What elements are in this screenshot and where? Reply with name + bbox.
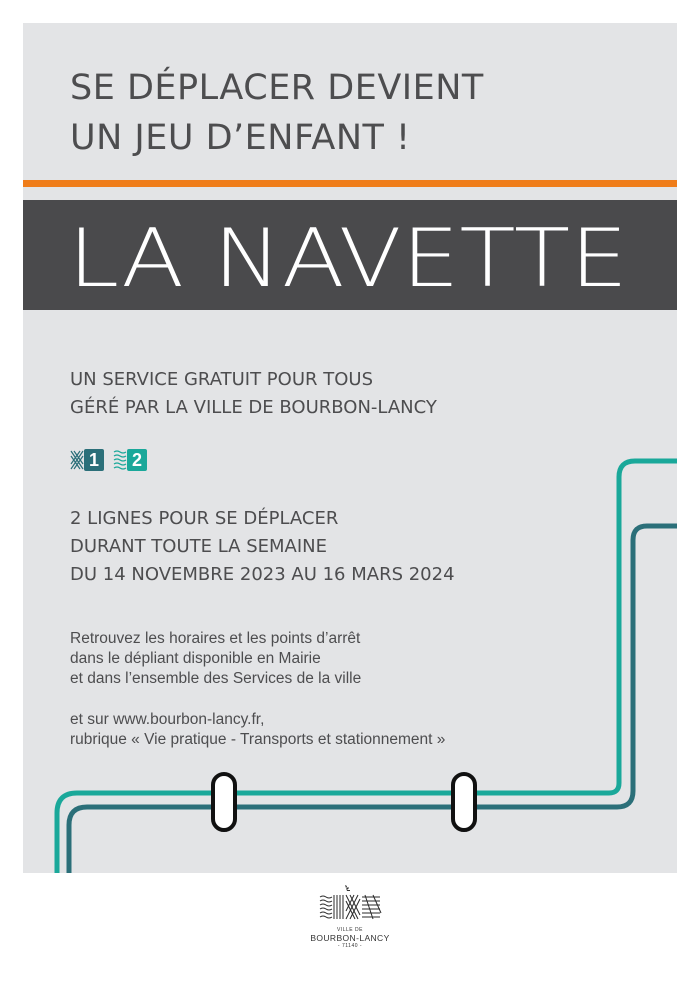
title: LA NAVETTE: [68, 212, 628, 305]
logo-tagline: - 71140 -: [337, 943, 363, 949]
logo-city-name: BOURBON-LANCY: [310, 933, 390, 943]
line-2-number: 2: [127, 449, 147, 471]
stop-marker-1: [213, 774, 235, 830]
info-line-3: et dans l’ensemble des Services de la ville: [70, 670, 362, 687]
info-line-1: Retrouvez les horaires et les points d’arrêt: [70, 630, 361, 647]
route-line-teal: [57, 461, 677, 873]
route-line-dark-teal: [69, 526, 677, 873]
schedule-line-2: DURANT TOUTE LA SEMAINE: [70, 536, 328, 557]
shuttle-route-lines: [23, 23, 677, 873]
city-emblem-icon: [315, 883, 385, 923]
info-line-2: dans le dépliant disponible en Mairie: [70, 650, 321, 667]
service-line-2: GÉRÉ PAR LA VILLE DE BOURBON-LANCY: [70, 397, 437, 418]
service-line-1: UN SERVICE GRATUIT POUR TOUS: [70, 369, 373, 390]
headline-line-1: SE DÉPLACER DEVIENT: [70, 68, 484, 108]
city-logo: [300, 883, 400, 978]
stop-marker-2: [453, 774, 475, 830]
logo-prefix: VILLE DE: [337, 927, 363, 933]
web-line-1: et sur www.bourbon-lancy.fr,: [70, 711, 265, 728]
poster: [23, 23, 677, 873]
line-1-number: 1: [84, 449, 104, 471]
schedule-line-1: 2 LIGNES POUR SE DÉPLACER: [70, 508, 339, 529]
schedule-line-3: DU 14 NOVEMBRE 2023 AU 16 MARS 2024: [70, 564, 455, 585]
headline-line-2: UN JEU D’ENFANT !: [70, 118, 411, 158]
web-line-2: rubrique « Vie pratique - Transports et stationnement »: [70, 731, 446, 748]
